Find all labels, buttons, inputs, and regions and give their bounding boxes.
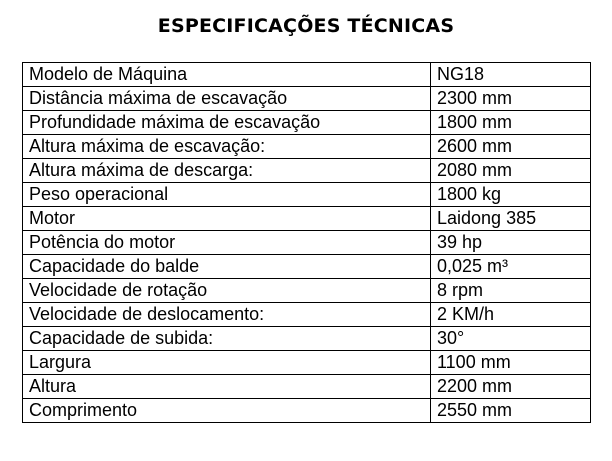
table-row [23, 399, 591, 423]
specifications-table [22, 62, 591, 423]
spec-label: Altura máxima de escavação: [23, 135, 431, 159]
spec-value: 0,025 m³ [431, 255, 591, 279]
spec-label: Capacidade de subida: [23, 327, 431, 351]
spec-value: 39 hp [431, 231, 591, 255]
spec-label: Velocidade de rotação [23, 279, 431, 303]
spec-label: Profundidade máxima de escavação [23, 111, 431, 135]
spec-value: 2300 mm [431, 87, 591, 111]
table-row [23, 255, 591, 279]
spec-label: Potência do motor [23, 231, 431, 255]
spec-value: 1800 kg [431, 183, 591, 207]
spec-label: Velocidade de deslocamento: [23, 303, 431, 327]
spec-value: 2600 mm [431, 135, 591, 159]
table-row [23, 63, 591, 87]
spec-label: Capacidade do balde [23, 255, 431, 279]
table-row [23, 279, 591, 303]
spec-value: 8 rpm [431, 279, 591, 303]
spec-value: 2200 mm [431, 375, 591, 399]
table-row [23, 87, 591, 111]
spec-value: 30° [431, 327, 591, 351]
spec-label: Altura máxima de descarga: [23, 159, 431, 183]
spec-label: Largura [23, 351, 431, 375]
spec-label: Distância máxima de escavação [23, 87, 431, 111]
spec-value: 2080 mm [431, 159, 591, 183]
table-row [23, 375, 591, 399]
spec-label: Peso operacional [23, 183, 431, 207]
table-row [23, 159, 591, 183]
table-row [23, 303, 591, 327]
spec-value: 2550 mm [431, 399, 591, 423]
spec-label: Comprimento [23, 399, 431, 423]
table-row [23, 327, 591, 351]
spec-label: Modelo de Máquina [23, 63, 431, 87]
table-row [23, 231, 591, 255]
table-row [23, 111, 591, 135]
spec-label: Altura [23, 375, 431, 399]
table-row [23, 351, 591, 375]
spec-value: 1100 mm [431, 351, 591, 375]
spec-value: Laidong 385 [431, 207, 591, 231]
page-title: ESPECIFICAÇÕES TÉCNICAS [157, 15, 455, 37]
table-row [23, 183, 591, 207]
spec-value: 2 KM/h [431, 303, 591, 327]
spec-label: Motor [23, 207, 431, 231]
spec-value: NG18 [431, 63, 591, 87]
spec-value: 1800 mm [431, 111, 591, 135]
table-row [23, 207, 591, 231]
table-row [23, 135, 591, 159]
